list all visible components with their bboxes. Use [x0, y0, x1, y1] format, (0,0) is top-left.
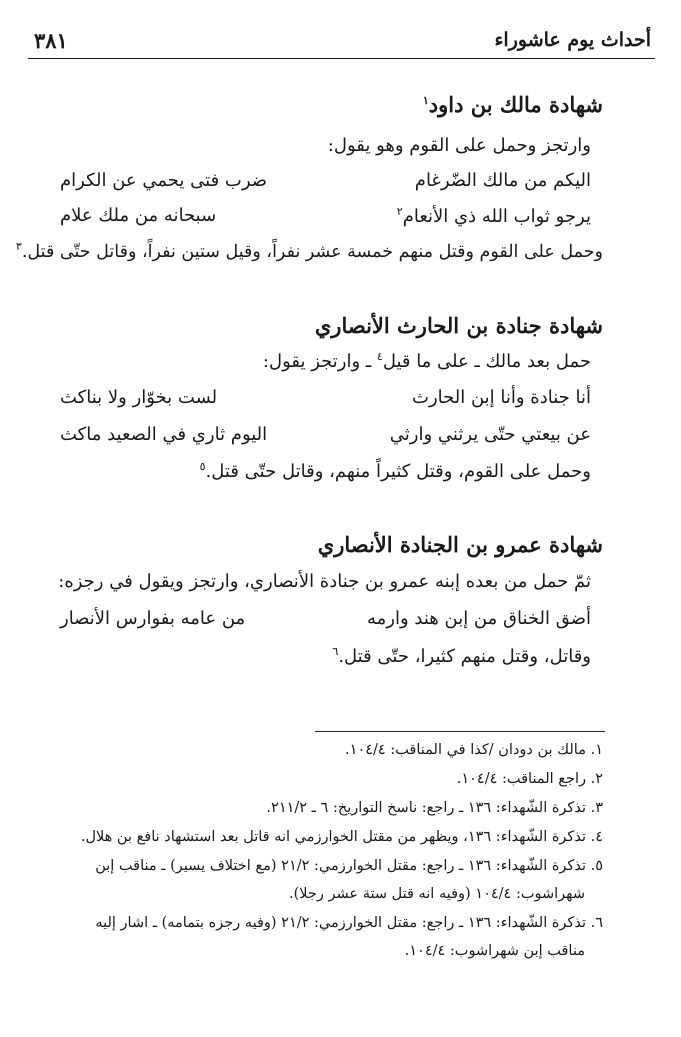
verse-hemistich: اليوم ثاري في الصعيد ماكث	[60, 424, 268, 445]
section-outro: وحمل على القوم وقتل منهم خمسة عشر نفراً، وقيل ستين نفراً، وقاتل حتّى قتل.$^٣$	[15, 240, 603, 262]
footnote-6: ٦. تذكرة الشّهداء: ١٣٦ ـ راجع: مقتل الخوارزمي: ٢١/٢ (وفيه رجزه بتمامه) ـ اشار إليه	[95, 915, 603, 931]
footnote-ref-3: ٣	[15, 240, 22, 253]
footnote-ref-2: ٢	[396, 205, 403, 218]
footnote-3: ٣. تذكرة الشّهداء: ١٣٦ ـ راجع: ناسخ التواريخ: ٦ ـ ٢١١/٢.	[266, 800, 603, 816]
verse-hemistich: يرجو ثواب الله ذي الأنعام$^٢$	[396, 205, 591, 227]
footnote-ref-6: ٦	[332, 645, 339, 658]
footnote-1: ١. مالك بن دودان /كذا في المناقب: ١٠٤/٤.	[345, 742, 603, 758]
section-outro: وقاتل، وقتل منهم كثيرا، حتّى قتل.$^٦$	[332, 645, 591, 667]
footnote-ref-5: ٥	[199, 460, 206, 473]
verse-hemistich: أضق الخناق من إبن هند وارمه	[367, 608, 591, 629]
running-title: أحداث يوم عاشوراء	[494, 29, 651, 51]
section-title-amr: شهادة عمرو بن الجنادة الأنصاري	[317, 532, 603, 557]
footnote-5: ٥. تذكرة الشّهداء: ١٣٦ ـ راجع: مقتل الخوارزمي: ٢١/٢ (مع اختلاف يسير) ـ مناقب إبن	[95, 858, 603, 874]
section-title-malik: شهادة مالك بن داود$^١$	[422, 92, 603, 117]
verse-hemistich: لست بخوّار ولا بناكث	[60, 387, 218, 408]
footnote-divider	[315, 731, 605, 732]
section-outro: وحمل على القوم، وقتل كثيراً منهم، وقاتل حتّى قتل.$^٥$	[199, 460, 591, 482]
footnote-2: ٢. راجع المناقب: ١٠٤/٤.	[456, 771, 603, 787]
verse-hemistich: من عامه بفوارس الأنصار	[60, 608, 246, 629]
verse-hemistich: اليكم من مالك الضّرغام	[414, 170, 591, 191]
verse-hemistich: سبحانه من ملك علام	[60, 205, 217, 226]
footnote-6-continued: مناقب إبن شهراشوب: ١٠٤/٤.	[404, 943, 585, 959]
verse-hemistich: عن بيعتي حتّى يرثني وارثي	[389, 424, 591, 445]
verse-hemistich: ضرب فتى يحمي عن الكرام	[60, 170, 268, 191]
footnote-4: ٤. تذكرة الشّهداء: ١٣٦، ويظهر من مقتل الخوارزمي انه قاتل بعد استشهاد نافع بن هلال.	[80, 829, 603, 845]
footnote-5-continued: شهراشوب: ١٠٤/٤ (وفيه انه قتل ستة عشر رجلا).	[289, 886, 585, 902]
footnote-ref-4: ٤	[376, 350, 383, 363]
footnote-ref-1: ١	[422, 94, 429, 107]
page-number: ٣٨١	[34, 28, 68, 53]
verse-hemistich: أنا جنادة وأنا إبن الحارث	[412, 387, 591, 408]
section-intro: ثمّ حمل من بعده إبنه عمرو بن جنادة الأنصاري، وارتجز ويقول في رجزه:	[58, 571, 591, 592]
section-intro: وارتجز وحمل على القوم وهو يقول:	[327, 135, 591, 156]
section-intro: حمل بعد مالك ـ على ما قيل$^٤$ ـ وارتجز يقول:	[262, 350, 591, 372]
page-header	[28, 22, 655, 59]
section-title-junada: شهادة جنادة بن الحارث الأنصاري	[314, 313, 603, 338]
